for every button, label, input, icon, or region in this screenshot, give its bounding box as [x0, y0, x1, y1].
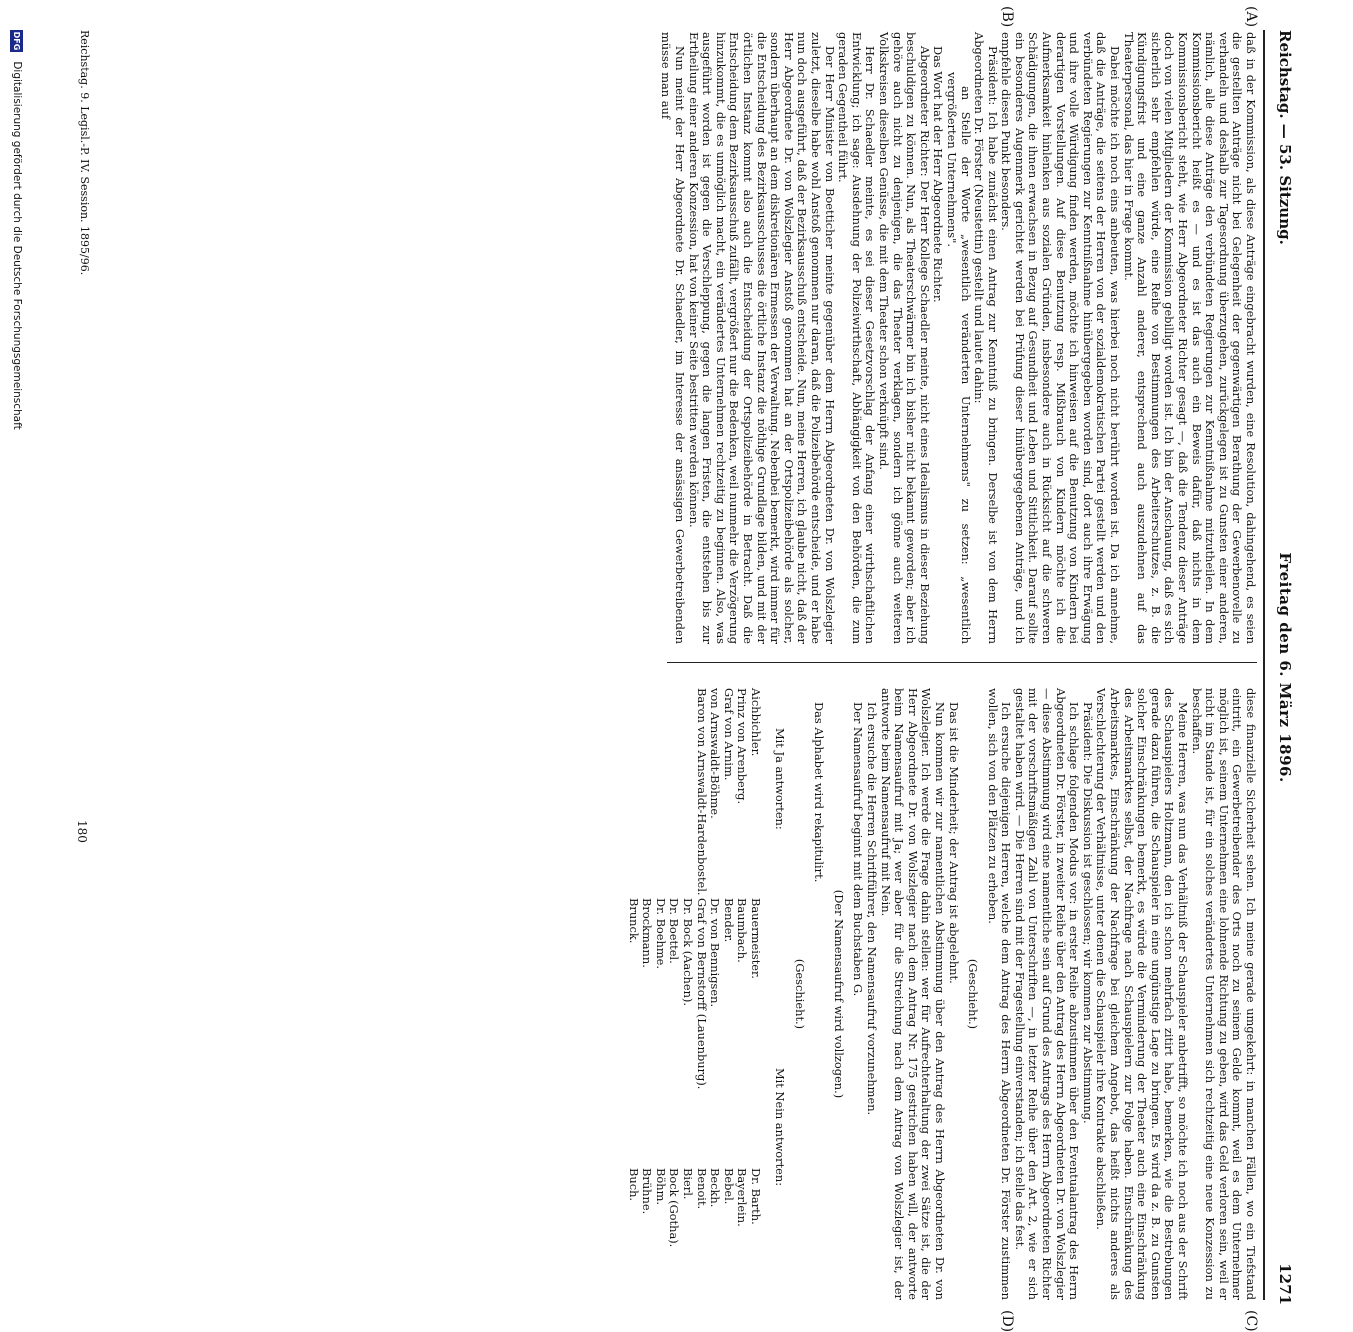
imprint-text: Digitalisierung gefördert durch die Deutsche Forschungsgemeinschaft — [11, 61, 23, 430]
voter-list-yes — [694, 688, 762, 896]
left-paragraph: Herr Dr. Schaedler meinte, es sei dieser Gesetzvorschlag der Anfang einer wirthschaftlichen Entwicklung; ich sage: Ausdehnung der Polizeiwirthschaft, Abhängigkeit von den Behörden, die zum geraden Gegentheil führt. — [836, 32, 878, 644]
right-paragraph: Präsident: Die Diskussion ist geschlossen; wir kommen zur Abstimmung. — [1080, 702, 1095, 1124]
voter-name: Bender. — [721, 898, 736, 943]
left-paragraph: Der Herr Minister von Boetticher meinte gegenüber dem Herrn Abgeordneten Dr. von Wolszlegier zuletzt, dieselbe habe wohl Anstoß genommen nur daran, daß die Polizeibehörde entscheide, und er habe nun doch ausgeführt, daß der Bezirksausschuß entscheide. Nun, meine Herren, ich glaube nicht, daß der Herr Abgeordnete Dr. von Wolszlegier Anstoß genommen hat an der Ortspolizeibehörde als solcher, sondern überhaupt an dem diskretionären Ermessen der Verwaltung. Nebenbei bemerkt, wird immer für die Entscheidung des Bezirksausschusses die örtliche Instanz die nöthige Grundlage bilden, und mit der örtlichen Instanz kommt also auch die Entscheidung der Ortspolizeibehörde in Betracht. Daß die Entscheidung dem Bezirksausschuß zufällt, vergrößert nur die Bedenken, weil nunmehr die Verzögerung hinzukommt, die es unmöglich macht, ein verändertes Unternehmen rechtzeitig zu beginnen. Also, was ausgeführt worden ist gegen die Verschleppung, gegen die langen Fristen, die entstehen bis zur Ertheilung einer anderen Konzession, hat von keiner Seite bestritten werden können. — [686, 32, 837, 644]
voter-list-yes-2 — [626, 898, 762, 1089]
voter-name: Bock (Gotha). — [667, 1168, 682, 1248]
right-paragraph: Ich ersuche diejenigen Herren, welche dem Antrag des Herrn Abgeordneten Dr. Förster zustimmen wollen, sich von den Plätzen zu erheben. — [985, 688, 1014, 1300]
voter-name: Brunck. — [626, 898, 641, 944]
left-paragraph-quote: an Stelle der Worte „wesentlich veränderten Unternehmens" zu setzen: „wesentlich vergrößerten Unternehmens". — [944, 72, 973, 644]
right-column — [612, 688, 1257, 1300]
voter-list-no — [626, 1168, 762, 1247]
vote-heading-yes: Mit Ja antworten: — [773, 728, 787, 830]
column-divider — [667, 662, 1257, 663]
right-stage-direction: (Geschieht.) — [792, 958, 807, 1030]
header-date: Freitag den 6. März 1896. — [1276, 552, 1294, 783]
voter-name: Bebel. — [721, 1168, 736, 1205]
voter-name: Baron von Arnswaldt-Hardenbostel. — [694, 688, 709, 896]
voter-name: Prinz von Arenberg. — [735, 688, 750, 805]
voter-name: Buch. — [626, 1168, 641, 1202]
right-paragraph: Nun kommen wir zur namentlichen Abstimmung über den Antrag des Herrn Abgeordneten Dr. von Wolszlegier. Ich werde die Frage dahin stellen: wer für Aufrechterhaltung der zwei Sätze ist, die der Herr Abgeordnete Dr. von Wolszlegier nach dem Antrag Nr. 175 gestrichen haben will, der antworte beim Namensaufruf mit Ja; wer aber für die Streichung nach dem Antrag von Wolszlegier ist, der antworte beim Namensaufruf mit Nein. — [878, 688, 947, 1300]
voter-name: Böhm. — [653, 1168, 668, 1205]
voter-name: Dr. Boehme. — [653, 898, 668, 970]
voter-name: Benoit. — [694, 1168, 709, 1210]
header-page-number: 1271 — [1276, 1263, 1294, 1305]
voter-lists — [612, 688, 762, 1300]
margin-letter-a: (A) — [1243, 6, 1259, 28]
left-paragraph: Dabei möchte ich noch eins anbeuten, was hierbei noch nicht berührt worden ist. Da ich annehme, daß die Anträge, die seitens der Herren von der sozialdemokratischen Partei gestellt werden und den verbündeten Regierungen zur Kenntnißnahme hinübergegeben worden sind, dort auch ihre Erwägung und ihre volle Würdigung finden werden, möchte ich hinweisen auf die Benutzung von Kindern bei derartigen Vorstellungen. Auf diese Benutzung resp. Mißbrauch von Kindern möchte ich die Aufmerksamkeit hinlenken aus sozialen Gründen, insbesondere auch in Rücksicht auf die schweren Schädigungen, die ihnen erwachsen in Bezug auf Gesundheit und Leben und Sittlichkeit. Darauf sollte ein besonderes Augenmerk gerichtet werden bei Prüfung dieser hinübergegebenen Anträge, und ich empfehle diesen Punkt besonders. — [999, 32, 1123, 644]
voter-name: Dr. von Bennigsen. — [708, 898, 723, 1008]
left-paragraph: Präsident: Ich habe zunächst einen Antrag zur Kenntniß zu bringen. Derselbe ist von dem Herrn Abgeordneten Dr. Förster (Neustettin) gestellt und lautet dahin: — [972, 32, 1000, 644]
voter-name: Dr. Boettel. — [667, 898, 682, 964]
digitization-imprint — [9, 30, 23, 1020]
left-paragraph: Das Wort hat der Herr Abgeordnete Richter. — [931, 46, 946, 303]
voter-name: Brockmann. — [640, 898, 655, 968]
left-paragraph: Nun meint der Herr Abgeordnete Dr. Schaedler, im Interesse der ansässigen Gewerbetreibenden müsse man auf — [659, 32, 688, 644]
voter-name: Dr. Bock (Aachen). — [681, 898, 696, 1007]
right-paragraph: Der Namensaufruf beginnt mit dem Buchstaben G. — [851, 702, 866, 997]
right-paragraph: Ich schlage folgenden Modus vor: in erster Reihe abzustimmen über den Eventualantrag des Herrn Abgeordneten Dr. Förster, in zweiter Reihe über den Antrag des Herrn Abgeordneten Dr. von Wolszlegier — diese Abstimmung wird eine namentliche sein auf Grund des Antrags des Herrn Abgeordneten Richter mit der vorschriftsmäßigen Zahl von Unterschriften —, in letzter Reihe über den Art. 2, wie er sich gestaltet haben wird. — Die Herren sind mit der Fragestellung einverstanden; ich stelle das fest. — [1012, 688, 1082, 1300]
dfg-logo: DFG — [12, 31, 21, 51]
left-paragraph: Abgeordneter Richter: Der Herr Kollege Schaedler meinte, nicht eines Idealismus in dieser Beziehung beschuldigen zu können. Nun, als Theaterschwärmer bin ich bisher nicht bekannt geworden; aber ich gehöre auch nicht zu denjenigen, die das Theater verklagen, sondern ich gönne auch weiteren Volkskreisen dieselben Genüsse, die mit dem Theater schon verknüpft sind. — [876, 32, 932, 644]
voter-name: Bauermeister. — [749, 898, 763, 979]
margin-letter-c: (C) — [1243, 1310, 1259, 1332]
sheet-number: 180 — [75, 820, 89, 843]
right-paragraph: Ich ersuche die Herren Schriftführer, den Namensaufruf vorzunehmen. — [864, 702, 879, 1116]
voter-name: Dr. Barth. — [749, 1168, 763, 1225]
voter-name: Bierl. — [681, 1168, 696, 1200]
right-paragraph: Das Alphabet wird rekapitulirt. — [812, 702, 827, 883]
right-stage-direction: (Geschieht.) — [966, 958, 981, 1030]
right-stage-direction: (Der Namensaufruf wird vollzogen.) — [831, 889, 846, 1099]
voter-name: von Arnswaldt-Böhme. — [708, 688, 723, 819]
running-header — [1267, 30, 1293, 1305]
header-rule — [1263, 30, 1265, 1300]
voter-name: Graf von Bernstorff (Lauenburg). — [694, 898, 709, 1090]
vote-heading-no: Mit Nein antworten: — [773, 1068, 787, 1187]
footnote: Reichstag. 9. Legisl.-P. IV. Session. 1895/96. — [78, 30, 91, 276]
voter-name: Graf von Arnim. — [721, 688, 736, 781]
left-paragraph: daß in der Kommission, als diese Anträge eingebracht wurden, eine Resolution, dahingehend, es seien die gestellten Anträge nicht bei Gelegenheit der gegenwärtigen Berathung der Gewerbenovelle zu verhandeln und deshalb zur Tagesordnung überzugehen, zurückgelegen ist zu Gunsten einer anderen, nämlich, alle diese Anträge den verbündeten Regierungen zur Kenntnißnahme mitzutheilen. In dem Kommissionsbericht heißt es — und es ist das auch ein Beweis dafür, daß nichts in dem Kommissionsbericht steht, wie Herr Abgeordneter Richter gesagt —, daß die Tendenz dieser Anträge doch von vielen Mitgliedern der Kommission gebilligt worden ist. Ich bin der Anschauung, daß es sich sicherlich sehr empfehlen würde, eine Reihe von Bestimmungen des Arbeiterschutzes, z. B. die Kündigungsfrist und eine ganze Anzahl anderer, entsprechend auch auszudehnen auf das Theaterpersonal, das hier in Frage kommt. — [1121, 32, 1258, 644]
voter-name: Bayerlein. — [735, 1168, 750, 1227]
voter-name: Baumbach. — [735, 898, 750, 963]
right-paragraph: Meine Herren, was nun das Verhältniß der Schauspieler anbetrifft, so möchte ich noch aus der Schrift des Schauspielers Holtzmann, den ich schon mehrfach zitirt habe, bemerken, wie die Bestrebungen gerade dazu führen, die Schauspieler in eine ungünstige Lage zu bringen. Es wird da z. B. zu Gunsten solcher Einschränkungen bemerkt, es würde die Verminderung der Theater auch eine Einschränkung des Arbeitsmarktes selbst, der Nachfrage nach Schauspielern zur Folge haben. Einschränkung des Arbeitsmarktes, Einschränkung der Nachfrage bei gleichem Angebot, das heißt nichts anderes als Verschlechterung der Verhältnisse, unter denen die Schauspieler ihre Kontrakte abschließen. — [1094, 688, 1191, 1300]
vote-headings — [762, 688, 786, 1300]
header-session: Reichstag. — 53. Sitzung. — [1276, 30, 1294, 245]
right-paragraph: Das ist die Minderheit; der Antrag ist abgelehnt. — [946, 702, 961, 984]
margin-letter-b: (B) — [999, 6, 1015, 28]
voter-name: Aichbichler. — [749, 688, 763, 757]
left-column — [659, 32, 1257, 644]
voter-name: Brühne. — [640, 1168, 655, 1215]
right-paragraph: diese finanzielle Sicherheit sehen. Ich meine gerade umgekehrt: in manchen Fällen, wo ein Tiefstand eintritt, ein Gewerbetreibender des Orts noch zu seinem Gelde kommt, weil es dem Unternehmer möglich ist, seinem Unternehmen eine lohnende Richtung zu geben, wird das Geld verloren sein, weil er nicht im Stande ist, für ein solches verändertes Unternehmen sich rechtzeitig eine neue Konzession zu beschaffen. — [1189, 688, 1258, 1300]
margin-letter-d: (D) — [999, 1310, 1015, 1332]
voter-name: Beckh. — [708, 1168, 723, 1208]
